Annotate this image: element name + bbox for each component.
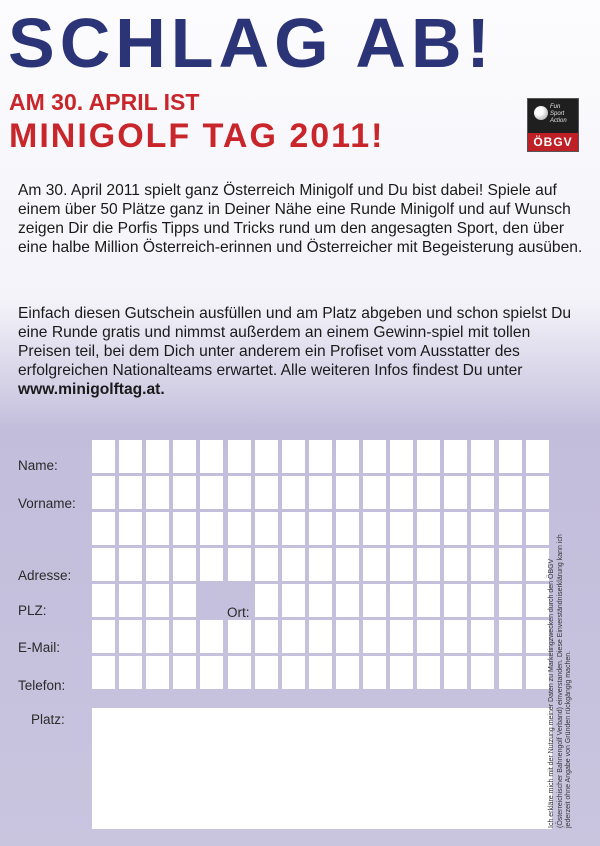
form-cell[interactable]	[417, 584, 440, 617]
form-cell[interactable]	[444, 656, 467, 689]
form-cell[interactable]	[336, 656, 359, 689]
form-cell[interactable]	[173, 440, 196, 473]
form-cell[interactable]	[390, 512, 413, 545]
form-cell[interactable]	[309, 620, 332, 653]
form-cell[interactable]	[363, 620, 386, 653]
label-plz: PLZ:	[18, 603, 47, 618]
form-cell[interactable]	[444, 476, 467, 509]
form-cell[interactable]	[499, 656, 522, 689]
form-cell[interactable]	[336, 620, 359, 653]
subheadline-event: MINIGOLF TAG 2011!	[9, 117, 385, 155]
form-cell[interactable]	[417, 548, 440, 581]
form-cell[interactable]	[309, 512, 332, 545]
form-cell[interactable]	[471, 440, 494, 473]
form-cell[interactable]	[228, 656, 251, 689]
form-cell[interactable]	[363, 476, 386, 509]
form-cell[interactable]	[363, 440, 386, 473]
instructions-paragraph	[18, 304, 584, 399]
form-cell[interactable]	[417, 512, 440, 545]
form-cell[interactable]	[173, 656, 196, 689]
form-cell[interactable]	[309, 440, 332, 473]
label-ort: Ort:	[227, 605, 250, 620]
form-cell[interactable]	[471, 512, 494, 545]
form-cell[interactable]	[200, 512, 223, 545]
form-cell[interactable]	[282, 440, 305, 473]
form-cell[interactable]	[119, 620, 142, 653]
form-cell[interactable]	[255, 476, 278, 509]
intro-paragraph: Am 30. April 2011 spielt ganz Österreich Minigolf und Du bist dabei! Spiele auf einem über 50 Plätze ganz in Deiner Nähe eine Runde Minigolf und auf Wunsch zeigen Dir die Porfis Tipps und Tricks rund um den angesagten Sport, den über eine halbe Million Österreich-erinnen und Österreicher mit Begeisterung ausüben.	[18, 182, 583, 256]
form-cell[interactable]	[146, 584, 169, 617]
form-cell[interactable]	[390, 440, 413, 473]
form-cell[interactable]	[282, 476, 305, 509]
label-platz: Platz:	[31, 712, 65, 727]
form-cell[interactable]	[255, 620, 278, 653]
form-cell[interactable]	[92, 584, 115, 617]
form-grid[interactable]	[92, 440, 552, 690]
form-cell[interactable]	[309, 548, 332, 581]
logo-tagline: Fun Sport Action	[550, 104, 567, 124]
form-cell[interactable]	[390, 476, 413, 509]
form-cell[interactable]	[390, 548, 413, 581]
form-cell[interactable]	[417, 476, 440, 509]
form-cell[interactable]	[173, 476, 196, 509]
form-cell[interactable]	[309, 476, 332, 509]
form-cell[interactable]	[471, 548, 494, 581]
form-cell[interactable]	[309, 656, 332, 689]
form-cell[interactable]	[146, 476, 169, 509]
form-cell[interactable]	[200, 548, 223, 581]
form-cell[interactable]	[444, 440, 467, 473]
form-cell[interactable]	[119, 440, 142, 473]
form-cell[interactable]	[255, 584, 278, 617]
form-cell[interactable]	[228, 548, 251, 581]
form-cell[interactable]	[228, 440, 251, 473]
form-cell[interactable]	[471, 476, 494, 509]
form-cell[interactable]	[119, 656, 142, 689]
form-cell[interactable]	[173, 620, 196, 653]
form-cell[interactable]	[336, 440, 359, 473]
form-cell[interactable]	[282, 548, 305, 581]
form-cell[interactable]	[471, 620, 494, 653]
form-cell[interactable]	[309, 584, 332, 617]
form-cell[interactable]	[526, 620, 549, 653]
label-name: Name:	[18, 458, 58, 473]
form-cell[interactable]	[92, 440, 115, 473]
form-cell[interactable]	[200, 620, 223, 653]
form-cell[interactable]	[417, 656, 440, 689]
form-cell[interactable]	[390, 656, 413, 689]
form-cell[interactable]	[119, 512, 142, 545]
form-cell[interactable]	[119, 584, 142, 617]
form-cell[interactable]	[146, 512, 169, 545]
form-cell[interactable]	[471, 656, 494, 689]
golf-ball-icon	[534, 106, 548, 120]
form-cell[interactable]	[499, 620, 522, 653]
form-cell[interactable]	[173, 584, 196, 617]
form-cell[interactable]	[200, 656, 223, 689]
form-cell[interactable]	[282, 512, 305, 545]
form-cell[interactable]	[255, 440, 278, 473]
form-cell[interactable]	[390, 620, 413, 653]
form-cell[interactable]	[282, 620, 305, 653]
form-cell[interactable]	[526, 440, 549, 473]
form-cell[interactable]	[92, 620, 115, 653]
form-cell[interactable]	[336, 548, 359, 581]
form-cell[interactable]	[255, 656, 278, 689]
form-cell[interactable]	[499, 548, 522, 581]
form-cell[interactable]	[146, 440, 169, 473]
form-cell[interactable]	[92, 656, 115, 689]
form-cell[interactable]	[499, 476, 522, 509]
platz-field[interactable]	[92, 708, 552, 829]
oebgv-logo	[527, 98, 579, 152]
form-cell[interactable]	[200, 440, 223, 473]
form-cell[interactable]	[526, 476, 549, 509]
form-cell[interactable]	[526, 512, 549, 545]
form-cell[interactable]	[336, 512, 359, 545]
form-cell[interactable]	[336, 584, 359, 617]
form-cell[interactable]	[228, 620, 251, 653]
form-cell[interactable]	[499, 440, 522, 473]
label-telefon: Telefon:	[18, 678, 66, 693]
form-cell[interactable]	[255, 512, 278, 545]
form-cell[interactable]	[146, 656, 169, 689]
logo-name: ÖBGV	[528, 133, 578, 151]
form-cell[interactable]	[526, 548, 549, 581]
form-cell[interactable]	[173, 548, 196, 581]
form-cell[interactable]	[255, 548, 278, 581]
form-cell[interactable]	[282, 584, 305, 617]
form-cell[interactable]	[363, 512, 386, 545]
form-cell[interactable]	[119, 548, 142, 581]
website-link[interactable]: www.minigolftag.at.	[18, 381, 165, 398]
headline: SCHLAG AB!	[8, 4, 495, 82]
form-cell[interactable]	[173, 512, 196, 545]
label-email: E-Mail:	[18, 640, 61, 655]
form-cell[interactable]	[499, 584, 522, 617]
form-cell[interactable]	[363, 584, 386, 617]
form-cell[interactable]	[417, 620, 440, 653]
form-cell[interactable]	[119, 476, 142, 509]
form-cell[interactable]	[526, 584, 549, 617]
label-vorname: Vorname:	[18, 496, 76, 511]
form-cell[interactable]	[526, 656, 549, 689]
form-cell[interactable]	[417, 440, 440, 473]
form-cell[interactable]	[146, 548, 169, 581]
form-cell[interactable]	[444, 548, 467, 581]
form-cell[interactable]	[363, 656, 386, 689]
form-cell[interactable]	[336, 476, 359, 509]
form-cell[interactable]	[92, 512, 115, 545]
label-adresse: Adresse:	[18, 568, 72, 583]
form-cell[interactable]	[444, 512, 467, 545]
form-cell[interactable]	[499, 512, 522, 545]
form-cell[interactable]	[92, 548, 115, 581]
form-cell[interactable]	[146, 620, 169, 653]
form-cell[interactable]	[471, 584, 494, 617]
form-cell[interactable]	[200, 476, 223, 509]
subheadline-date: AM 30. APRIL IST	[9, 89, 200, 115]
privacy-consent-text: Ich erkläre mich mit der Nutzung meiner Daten zu Marketingzwecken durch den ÖBGV (Österreichischer Bahnengolf Verband) einverstanden. Diese Einverständniserklärung kann ich jederzeit ohne Angabe von Gründen rückgängig machen.	[548, 534, 572, 828]
form-cell[interactable]	[228, 476, 251, 509]
instructions-text: Einfach diesen Gutschein ausfüllen und am Platz abgeben und schon spielst Du eine Runde gratis und nimmst außerdem an einem Gewinn-spiel mit tollen Preisen teil, bei dem Dich unter anderem ein Profiset vom Ausstatter des erfolgreichen Nationalteams erwartet. Alle weiteren Infos findest Du unter	[18, 305, 572, 379]
form-cell[interactable]	[444, 620, 467, 653]
form-cell[interactable]	[92, 476, 115, 509]
form-cell[interactable]	[390, 584, 413, 617]
form-cell[interactable]	[363, 548, 386, 581]
form-cell[interactable]	[282, 656, 305, 689]
form-cell[interactable]	[228, 512, 251, 545]
form-cell[interactable]	[444, 584, 467, 617]
